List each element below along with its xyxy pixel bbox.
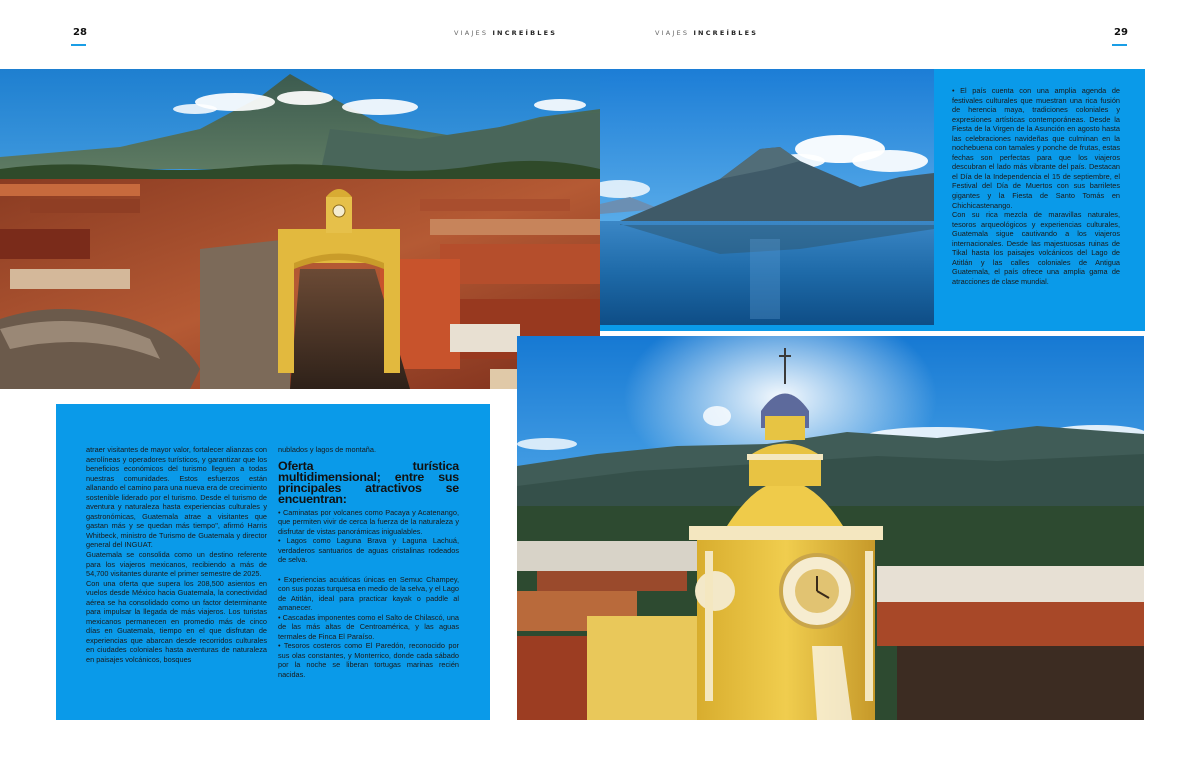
lake-photo-illustration: [600, 69, 934, 325]
bullet-waterfalls: • Cascadas imponentes como el Salto de Chilascó, una de las más altas de Centroamérica, y las aguas termales de Finca El Paraíso.: [278, 612, 459, 641]
festivals-paragraph: • El país cuenta con una amplia agenda de festivales culturales que muestran una rica fusión de herencia maya, tradiciones coloniales y expresiones artísticas contemporáneas. Desde la Fiesta de la Virgen de la Asunción en agosto hasta las celebraciones navideñas que culminan en la nochebuena con tamales y ponche de frutas, estas fechas son perfectas para que los viajeros descubran el lado más vibrante del país. Destacan el Día de la Independencia el 15 de septiembre, el Festival del Día de Muertos con sus barriletes gigantes y la Fiesta de Santo Tomás en Chichicastenango.: [952, 86, 1120, 210]
running-head-strong: INCREÍBLES: [693, 29, 759, 37]
bullet-coast: • Tesoros costeros como El Paredón, reconocido por sus olas constantes, y Monterrico, donde cada sábado por la noche se liberan tortugas marinas recién nacidas.: [278, 641, 459, 679]
bullet-lakes: • Lagos como Laguna Brava y Laguna Lachuá, verdaderos santuarios de aguas cristalinas rodeados de selva.: [278, 536, 459, 565]
bullet-volcanoes: • Caminatas por volcanes como Pacaya y Acatenango, que permiten vivir de cerca la fuerza de la naturaleza y disfrutar de vistas panorámicas inigualables.: [278, 507, 459, 536]
mexican-visitors-paragraph: Guatemala se consolida como un destino referente para los viajeros mexicanos, recibiendo a más de 54,700 visitantes durante el primer semestre de 2025.: [86, 550, 267, 579]
left-page-number-underline: [71, 44, 86, 46]
photo-lake-atitlan: [600, 69, 934, 325]
section-heading: Oferta turística multidimensional; entre sus principales atractivos se encuentran:: [278, 458, 459, 507]
attractions-paragraph: Con su rica mezcla de maravillas naturales, tesoros arqueológicos y experiencias culturales, Guatemala sigue cautivando a los viajeros internacionales. Desde las majestuosas ruinas de Tikal hasta los paisajes volcánicos del Lago de Atitlán y las calles coloniales de Antigua Guatemala, el país ofrece una amplia gama de atracciones de clase mundial.: [952, 210, 1120, 286]
bullet-water-experiences: • Experiencias acuáticas únicas en Semuc Champey, con sus pozas turquesa en medio de la selva, y el Lago de Atitlán, ideal para practicar kayak o paddle al amanecer.: [278, 574, 459, 613]
running-head-strong: INCREÍBLES: [492, 29, 558, 37]
right-page-number: 29: [1114, 27, 1128, 38]
photo-yellow-clock-tower: [517, 336, 1144, 720]
left-box-column-1: [86, 445, 267, 665]
right-running-head: [655, 29, 758, 37]
left-page-number: 28: [73, 27, 87, 38]
right-text-column: [952, 86, 1120, 286]
left-running-head: [454, 29, 557, 37]
antigua-photo-illustration: [0, 69, 600, 389]
quote-paragraph: atraer visitantes de mayor valor, fortalecer alianzas con aerolíneas y operadores turísticos, y garantizar que los beneficios económicos del turismo lleguen a todas nuestras comunidades. Estos esfuerzos están allanando el camino para una nueva era de crecimiento sostenible liderado por el turismo. Desde el turismo de aventura y naturaleza hasta experiencias culturales y gastronómicas, Guatemala atrae a visitantes que gastan más y se quedan más tiempo", afirmó Harris Whitbeck, ministro de Turismo de Guatemala y director general del INGUAT.: [86, 445, 267, 550]
running-head-light: VIAJES: [655, 29, 694, 37]
left-box-column-2: [278, 445, 459, 680]
running-head-light: VIAJES: [454, 29, 493, 37]
photo-antigua-arch-volcano: [0, 69, 600, 389]
right-page-number-underline: [1112, 44, 1127, 46]
flights-paragraph: Con una oferta que supera los 208,500 asientos en vuelos desde México hacia Guatemala, la conectividad aérea se ha consolidado como un factor determinante para impulsar la llegada de más viajeros. Los turistas mexicanos permanecen en promedio más de cinco días en Guatemala, tiempo en el que disfrutan de experiencias que abarcan desde recorridos culturales en ciudades coloniales hasta aventuras de naturaleza en paisajes volcánicos, bosques: [86, 578, 267, 665]
clock-tower-photo-illustration: [517, 336, 1144, 720]
column2-intro: nublados y lagos de montaña.: [278, 445, 376, 454]
